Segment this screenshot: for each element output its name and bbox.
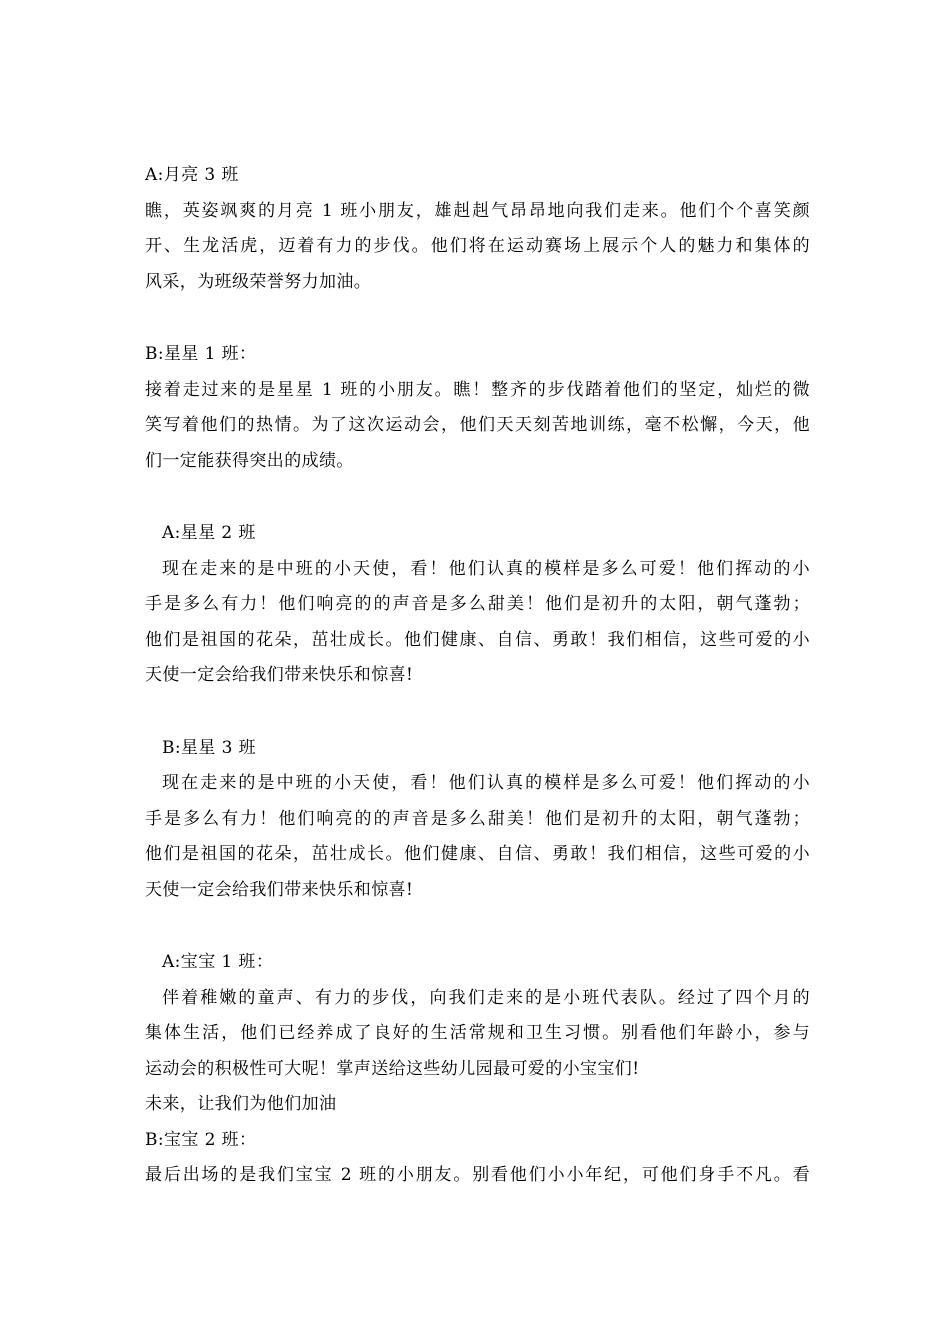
paragraph-line: 瞧，英姿飒爽的月亮 1 班小朋友，雄赳赳气昂昂地向我们走来。他们个个喜笑颜: [145, 200, 810, 221]
paragraph-line: 他们是祖国的花朵，茁壮成长。他们健康、自信、勇敢！我们相信，这些可爱的小: [145, 629, 810, 650]
paragraph-line: 笑写着他们的热情。为了这次运动会，他们天天刻苦地训练，毫不松懈，今天，他: [145, 415, 810, 435]
paragraph-line: 集体生活，他们已经养成了良好的生活常规和卫生习惯。别看他们年龄小，参与: [145, 1023, 810, 1043]
heading-star-1: B:星星 1 班：: [145, 344, 257, 364]
heading-baby-2: B:宝宝 2 班：: [145, 1129, 257, 1150]
paragraph-line: 天使一定会给我们带来快乐和惊喜!: [145, 665, 414, 685]
paragraph-line: 现在走来的是中班的小天使，看！他们认真的模样是多么可爱！他们挥动的小: [162, 773, 810, 793]
paragraph-line: 他们是祖国的花朵，茁壮成长。他们健康、自信、勇敢！我们相信，这些可爱的小: [145, 844, 810, 864]
document-body: [145, 158, 810, 1194]
paragraph-line: 开、生龙活虎，迈着有力的步伐。他们将在运动赛场上展示个人的魅力和集体的: [145, 236, 810, 256]
paragraph-line: 最后出场的是我们宝宝 2 班的小朋友。别看他们小小年纪，可他们身手不凡。看: [145, 1165, 810, 1185]
heading-star-3: B:星星 3 班: [162, 737, 257, 758]
blank-line: [145, 300, 810, 337]
blank-line: [145, 908, 810, 945]
heading-moon-3: A:月亮 3 班: [145, 165, 239, 185]
paragraph-line: 手是多么有力！他们响亮的的声音是多么甜美！他们是初升的太阳，朝气蓬勃；: [145, 808, 810, 829]
paragraph-line: 天使一定会给我们带来快乐和惊喜!: [145, 879, 414, 900]
paragraph-line: 手是多么有力！他们响亮的的声音是多么甜美！他们是初升的太阳，朝气蓬勃；: [145, 594, 810, 614]
paragraph-line: 接着走过来的是星星 1 班的小朋友。瞧！整齐的步伐踏着他们的坚定，灿烂的微: [145, 379, 810, 400]
blank-line: [145, 479, 810, 516]
heading-star-2: A:星星 2 班: [162, 523, 256, 543]
blank-line: [145, 694, 810, 731]
paragraph-line: 伴着稚嫩的童声、有力的步伐，向我们走来的是小班代表队。经过了四个月的: [162, 987, 810, 1008]
paragraph-line: 们一定能获得突出的成绩。: [145, 450, 354, 471]
paragraph-line: 风采，为班级荣誉努力加油。: [145, 271, 372, 292]
paragraph-line: 未来，让我们为他们加油: [145, 1094, 337, 1114]
paragraph-line: 运动会的积极性可大呢！掌声送给这些幼儿园最可爱的小宝宝们!: [145, 1058, 640, 1079]
paragraph-line: 现在走来的是中班的小天使，看！他们认真的模样是多么可爱！他们挥动的小: [162, 558, 810, 579]
heading-baby-1: A:宝宝 1 班：: [162, 952, 274, 972]
